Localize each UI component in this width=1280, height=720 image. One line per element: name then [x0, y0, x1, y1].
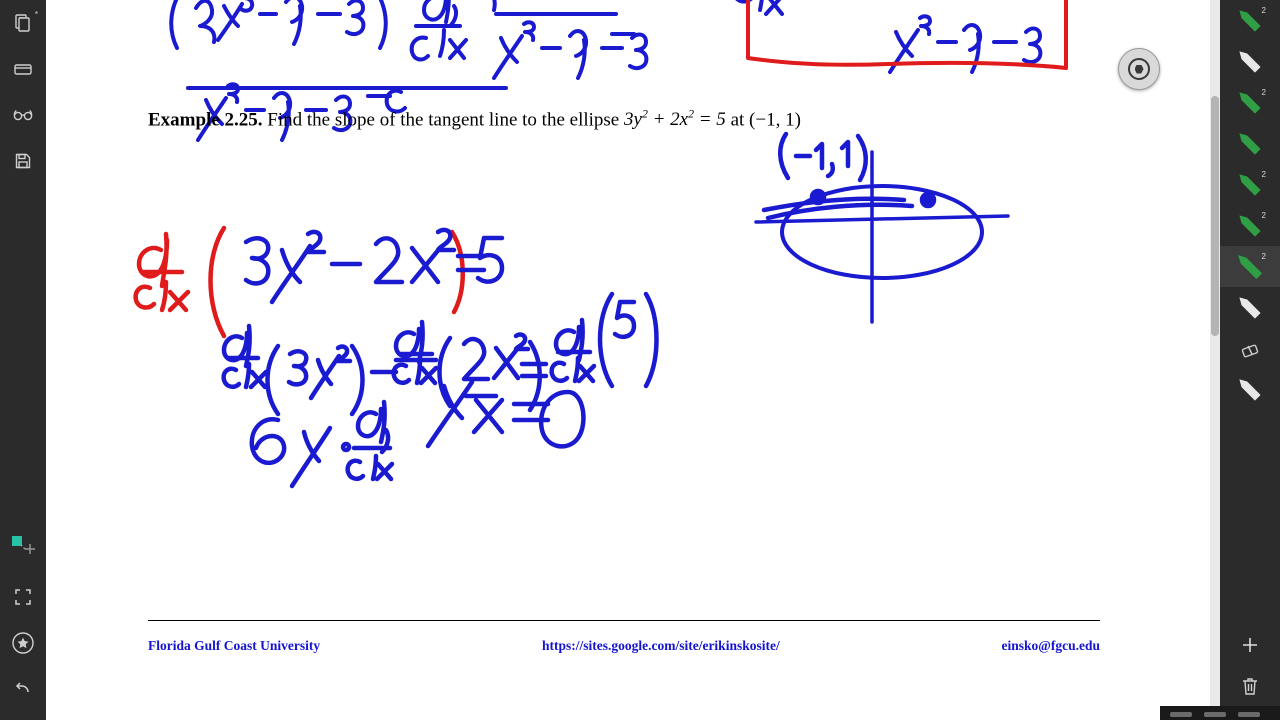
taskbar: [1160, 706, 1280, 720]
eraser-icon[interactable]: [1220, 328, 1280, 369]
pen-white-3[interactable]: [1220, 369, 1280, 410]
star-icon[interactable]: [0, 620, 46, 666]
example-text: [148, 108, 801, 131]
card-icon[interactable]: [0, 46, 46, 92]
footer-divider: [148, 620, 1100, 621]
pen-icon: [1236, 170, 1264, 198]
glasses-icon[interactable]: [0, 92, 46, 138]
pen-toolbar: [1220, 0, 1280, 720]
add-pen-icon[interactable]: [1220, 624, 1280, 665]
delete-icon[interactable]: [1220, 665, 1280, 706]
pen-icon: [1236, 375, 1264, 403]
pen-green-4[interactable]: 2: [1220, 164, 1280, 205]
pen-green-5[interactable]: 2: [1220, 205, 1280, 246]
undo-icon[interactable]: [0, 666, 46, 712]
tool-puck-icon: [1128, 58, 1150, 80]
pen-green-3[interactable]: [1220, 123, 1280, 164]
fullscreen-icon[interactable]: [0, 574, 46, 620]
example-prompt: Find the slope of the tangent line to the ellipse: [267, 109, 620, 131]
footer: [148, 638, 1100, 654]
pages-icon[interactable]: [0, 0, 46, 46]
pen-green-1[interactable]: 2: [1220, 0, 1280, 41]
footer-url[interactable]: https://sites.google.com/site/erikinskosite/: [541, 638, 780, 653]
vertical-scrollbar-thumb[interactable]: [1211, 96, 1219, 336]
footer-institution: Florida Gulf Coast University: [148, 638, 321, 653]
document-canvas[interactable]: [46, 0, 1210, 720]
pen-white-1[interactable]: [1220, 41, 1280, 82]
left-toolbar: [0, 0, 46, 720]
example-at: at: [730, 109, 745, 131]
footer-email[interactable]: einsko@fgcu.edu: [1001, 638, 1100, 653]
example-number: Example 2.25.: [148, 109, 263, 131]
pen-white-2[interactable]: [1220, 287, 1280, 328]
example-equation: $3y^2 + 2x^2 = 5$: [624, 108, 726, 131]
pen-icon: [1236, 6, 1264, 34]
pen-icon: [1236, 88, 1264, 116]
save-icon[interactable]: *: [0, 138, 46, 184]
pen-icon: [1236, 293, 1264, 321]
pen-green-2[interactable]: 2: [1220, 82, 1280, 123]
pen-icon: [1236, 129, 1264, 157]
example-point: (−1, 1): [749, 109, 801, 131]
pen-icon: [1236, 211, 1264, 239]
pen-icon: [1236, 47, 1264, 75]
pen-green-6-active[interactable]: 2: [1220, 246, 1280, 287]
tool-puck[interactable]: [1118, 48, 1160, 90]
add-page-icon[interactable]: [0, 520, 46, 574]
